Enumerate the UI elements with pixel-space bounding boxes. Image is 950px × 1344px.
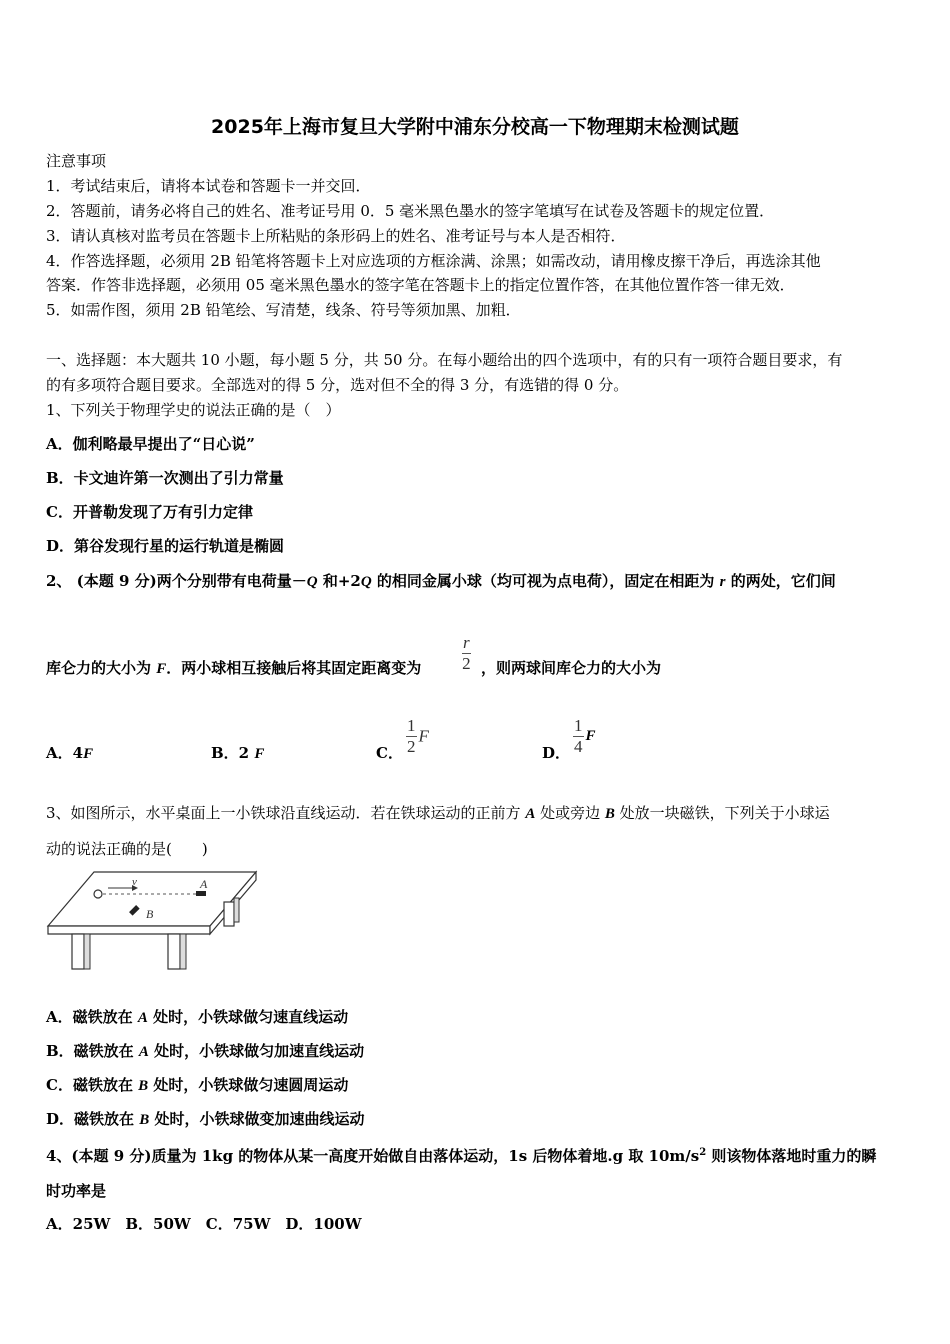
label-A: A xyxy=(200,877,208,891)
table-leg-side xyxy=(84,934,90,969)
table-leg xyxy=(168,934,180,969)
label-B: B xyxy=(146,907,154,921)
q4-stem: 4、(本题 9 分)质量为 1kg 的物体从某一高度开始做自由落体运动，1s 后物体着地.g 取 $10m/s^2$ 则该物体落地时重力的瞬 xyxy=(46,1147,877,1165)
notice-item: 5．如需作图，须用 2B 铅笔绘、写清楚，线条、符号等须加黑、加粗． xyxy=(46,301,521,319)
iron-ball xyxy=(94,890,102,898)
table-leg-back-side xyxy=(234,898,239,922)
page-title: 2025年上海市复旦大学附中浦东分校高一下物理期末检测试题 xyxy=(211,116,739,138)
notice-heading: 注意事项 xyxy=(46,152,107,170)
q1-option-d: D．第谷发现行星的运行轨道是椭圆 xyxy=(46,537,285,555)
q3-option-a: A．磁铁放在 A 处时，小铁球做匀速直线运动 xyxy=(46,1008,349,1026)
q3-table-figure xyxy=(46,868,261,974)
notice-item: 4．作答选择题，必须用 2B 铅笔将答题卡上对应选项的方框涂满、涂黑；如需改动，请用橡皮擦干净后，再选涂其他 xyxy=(46,252,821,270)
q2-stem-line2: 库仑力的大小为 F．两小球相互接触后将其固定距离变为 xyxy=(46,659,422,677)
q3-stem: 3、如图所示，水平桌面上一小铁球沿直线运动．若在铁球运动的正前方 A 处或旁边 B 处放一块磁铁，下列关于小球运 xyxy=(46,804,830,822)
q2-stem: 2、 (本题 9 分)两个分别带有电荷量－Q 和+2Q 的相同金属小球（均可视为点电荷），固定在相距为 r 的两处，它们间 xyxy=(46,572,836,590)
q1-option-b: B．卡文迪许第一次测出了引力常量 xyxy=(46,469,284,487)
magnet-a xyxy=(196,891,206,896)
q4-options: A．25W B．50W C．75W D．100W xyxy=(46,1215,362,1233)
q3-option-b: B．磁铁放在 A 处时，小铁球做匀加速直线运动 xyxy=(46,1042,365,1060)
q2-option-c-label: C． xyxy=(376,744,403,762)
q2-option-a: A．4F xyxy=(46,744,94,762)
q1-option-c: C．开普勒发现了万有引力定律 xyxy=(46,503,253,521)
section-header-line2: 的有多项符合题目要求。全部选对的得 5 分，选对但不全的得 3 分，有选错的得 0 分。 xyxy=(46,376,629,394)
table-leg-back xyxy=(224,902,234,926)
label-v: v xyxy=(132,876,137,888)
section-header-line1: 一、选择题：本大题共 10 小题，每小题 5 分，共 50 分。在每小题给出的四个选项中，有的只有一项符合题目要求，有 xyxy=(46,351,843,369)
q3-stem-line2: 动的说法正确的是( ) xyxy=(46,840,208,858)
q2-fraction-r-over-2: $\frac{r}{2}$ xyxy=(462,633,471,673)
q2-option-b: B．2 F xyxy=(211,744,265,762)
notice-item: 2．答题前，请务必将自己的姓名、准考证号用 0．5 毫米黑色墨水的签字笔填写在试卷及答题卡的规定位置． xyxy=(46,202,775,220)
table-leg-side xyxy=(180,934,186,969)
q2-stem-line2-end: ，则两球间库仑力的大小为 xyxy=(481,659,662,677)
q1-option-a: A．伽利略最早提出了“日心说” xyxy=(46,435,255,453)
table-leg xyxy=(72,934,84,969)
notice-item: 1．考试结束后，请将本试卷和答题卡一并交回． xyxy=(46,177,371,195)
notice-item: 3．请认真核对监考员在答题卡上所粘贴的条形码上的姓名、准考证号与本人是否相符． xyxy=(46,227,626,245)
q2-option-d-label: D． xyxy=(542,744,571,762)
table-front-edge xyxy=(48,926,210,934)
q4-stem-line2: 时功率是 xyxy=(46,1182,107,1200)
q3-option-d: D．磁铁放在 B 处时，小铁球做变加速曲线运动 xyxy=(46,1110,365,1128)
q1-stem: 1、下列关于物理学史的说法正确的是（ ） xyxy=(46,401,341,419)
q2-option-d-value: $\frac{1}{4}$ F xyxy=(574,716,596,756)
q2-option-c-value: $\frac{1}{2}$ F xyxy=(407,716,429,756)
q3-option-c: C．磁铁放在 B 处时，小铁球做匀速圆周运动 xyxy=(46,1076,349,1094)
notice-item: 答案．作答非选择题，必须用 05 毫米黑色墨水的签字笔在答题卡上的指定位置作答，在其他位置作答一律无效． xyxy=(46,276,795,294)
